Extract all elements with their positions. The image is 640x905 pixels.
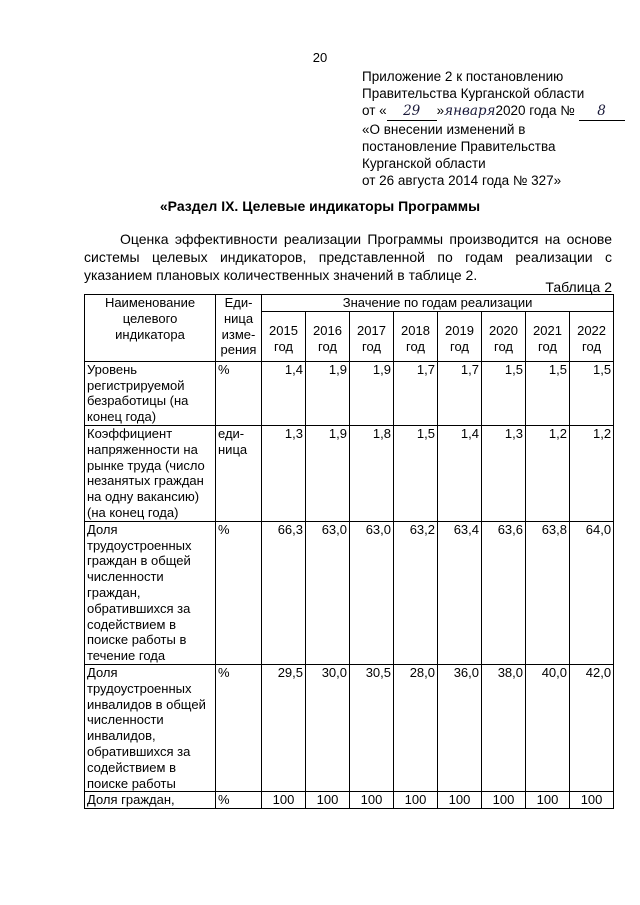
value-cell: 100 [438,792,482,809]
value-cell: 1,5 [394,425,438,521]
appendix-line-4: «О внесении изменений в [362,122,526,137]
value-cell: 1,5 [526,361,570,425]
header-row [85,295,614,312]
value-cell: 30,0 [306,664,350,791]
indicator-unit: % [216,664,262,791]
value-cell: 64,0 [570,521,614,664]
year-header: 2021 год [526,311,570,361]
indicator-unit: % [216,361,262,425]
handwritten-month: января [444,103,496,119]
table-caption: Таблица 2 [545,279,612,295]
indicator-name: Доля трудоустроенных инвалидов в общей численности инвалидов, обратившихся за содействием в поиске работы [85,664,216,791]
year-header: 2020 год [482,311,526,361]
table-row [85,521,614,664]
year-header: 2017 год [350,311,394,361]
appendix-date-line [362,102,632,121]
handwritten-number: 8 [579,103,625,121]
value-cell: 63,0 [350,521,394,664]
value-cell: 1,2 [526,425,570,521]
value-cell: 100 [262,792,306,809]
section-title: «Раздел IX. Целевые индикаторы Программы [159,198,481,214]
table-row [85,792,614,809]
value-cell: 1,7 [438,361,482,425]
value-cell: 100 [394,792,438,809]
intro-paragraph [84,230,612,284]
appendix-line-7: от 26 августа 2014 года № 327» [362,173,562,188]
from-prefix: от « [362,103,387,118]
value-cell: 63,4 [438,521,482,664]
indicator-unit: % [216,792,262,809]
value-cell: 36,0 [438,664,482,791]
table-row [85,425,614,521]
value-cell: 63,0 [306,521,350,664]
header-name: Наименование целевого индикатора [85,295,216,362]
value-cell: 1,3 [262,425,306,521]
year-header: 2015 год [262,311,306,361]
value-cell: 30,5 [350,664,394,791]
year-text: 2020 года № [495,103,575,118]
value-cell: 63,6 [482,521,526,664]
value-cell: 63,8 [526,521,570,664]
value-cell: 1,9 [306,425,350,521]
value-cell: 1,9 [306,361,350,425]
indicators-table [84,294,614,809]
value-cell: 100 [306,792,350,809]
appendix-line-2: Правительства Курганской области [362,86,585,101]
table-row [85,664,614,791]
appendix-line-5: постановление Правительства [362,139,556,154]
indicator-name: Коэффициент напряженности на рынке труда (число незанятых граждан на одну вакансию) (на конец года) [85,425,216,521]
year-header: 2019 год [438,311,482,361]
header-values: Значение по годам реализации [262,295,614,312]
value-cell: 100 [570,792,614,809]
indicator-unit: еди-ница [216,425,262,521]
year-header: 2016 год [306,311,350,361]
header-unit: Еди-ница изме-рения [216,295,262,362]
value-cell: 1,4 [262,361,306,425]
indicator-name: Доля трудоустроенных граждан в общей численности граждан, обратившихся за содействием в поиске работы в течение года [85,521,216,664]
table-row [85,361,614,425]
quote-close: » [436,103,445,118]
page-number: 20 [312,50,328,65]
value-cell: 100 [350,792,394,809]
value-cell: 1,5 [482,361,526,425]
value-cell: 1,5 [570,361,614,425]
appendix-line-6: Курганской области [362,156,486,171]
year-header: 2018 год [394,311,438,361]
value-cell: 29,5 [262,664,306,791]
value-cell: 1,9 [350,361,394,425]
intro-text: Оценка эффективности реализации Программы производится на основе системы целевых индикаторов, представленной по годам реализации с указанием плановых количественных значений в таблице 2. [84,231,612,283]
year-header: 2022 год [570,311,614,361]
value-cell: 1,4 [438,425,482,521]
value-cell: 1,3 [482,425,526,521]
value-cell: 40,0 [526,664,570,791]
appendix-line-1: Приложение 2 к постановлению [362,69,564,84]
handwritten-day: 29 [387,103,437,121]
value-cell: 1,2 [570,425,614,521]
value-cell: 1,8 [350,425,394,521]
value-cell: 42,0 [570,664,614,791]
value-cell: 66,3 [262,521,306,664]
value-cell: 28,0 [394,664,438,791]
indicator-unit: % [216,521,262,664]
appendix-header [362,68,632,189]
value-cell: 100 [482,792,526,809]
indicator-name: Уровень регистрируемой безработицы (на конец года) [85,361,216,425]
value-cell: 1,7 [394,361,438,425]
value-cell: 38,0 [482,664,526,791]
value-cell: 100 [526,792,570,809]
indicator-name: Доля граждан, [85,792,216,809]
value-cell: 63,2 [394,521,438,664]
